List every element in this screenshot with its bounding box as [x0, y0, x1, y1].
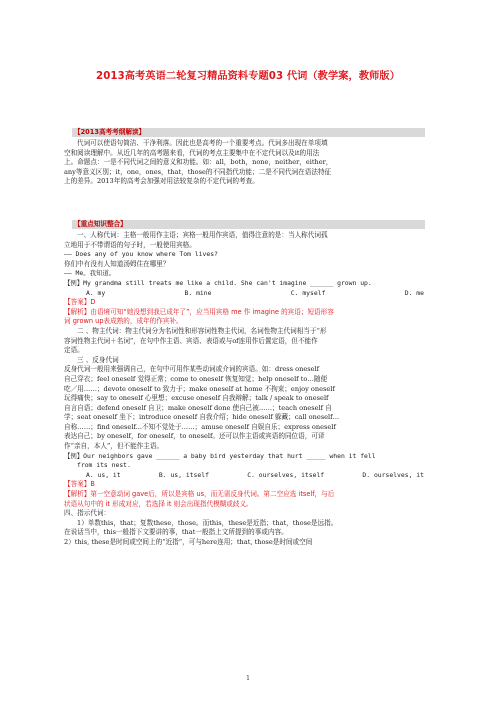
text-line: 代词可以使语句简洁、干净利落。因此也是高考的一个重要考点。代词多出现在单项填 — [77, 139, 328, 147]
text-line: 自言自语；defend oneself 自卫；make oneself done 使自己被……；teach oneself 自 — [64, 403, 332, 412]
option-a: A. us, it — [86, 470, 121, 479]
option-c: C. ourselves, itself — [247, 470, 325, 479]
example-question: 【例】My grandma still treats me like a child. She can't imagine ______ grown up. — [64, 278, 372, 287]
explanation-line: 【解析】由语境可知“她没想到我已成年了”，应当用宾格 me 作 imagine 的宾语；短语形容 — [64, 307, 334, 316]
text-line: 自称……；find oneself...不知不觉处于……；amuse oneself 自娱自乐；express oneself — [64, 422, 336, 431]
page-number: 1 — [246, 675, 250, 682]
example-question: 【例】Our neighbors gave ______ a baby bird yesterday that hurt _____ when it fell — [64, 451, 376, 460]
text-line: 作“亲自，本人”，但不能作主语。 — [64, 442, 164, 451]
answer-label: 【答案】B — [64, 480, 95, 489]
explanation-line: 状语从句中的 it 形成对应，若选择 it 则会出现指代模糊或歧义。 — [64, 499, 253, 508]
key-points-body — [64, 231, 428, 548]
text-line: 表达自己；by oneself，for oneself，to oneself。还可以作主语或宾语的同位语，可译 — [64, 432, 325, 441]
text-line: 立地用于不带谓语的句子时，一般使用宾格。 — [64, 240, 196, 249]
subheading: 四、指示代词： — [64, 509, 111, 518]
option-c: C. myself — [290, 288, 326, 297]
text-line: 二 、物主代词：物主代词分为名词性和形容词性物主代词，名词性物主代词相当于“形 — [77, 326, 327, 335]
explanation-line: 词 grown up表成熟的，成年的作宾补。 — [64, 317, 183, 326]
text-line: 学；seat oneself 坐下；introduce oneself 自我介绍；hide oneself 躲藏；call oneself… — [64, 413, 340, 422]
text-line: 2）this, these是时间或空间上的“近指”，可与here连用；that, those是时间或空间 — [64, 538, 313, 546]
text-line: 上。命题点：一是不同代词之间的意义和功能。如：all，both，none，neither，either， — [64, 158, 333, 167]
text-line: 你们中有没有人知道汤姆住在哪里？ — [64, 259, 170, 268]
example-options — [64, 471, 428, 481]
section-heading-key-points: 【重点知识整合】 — [72, 220, 425, 229]
text-line: 吃／用……；devote oneself to 致力于；make oneself at home 不拘束；enjoy oneself — [64, 384, 335, 393]
text-line: 1）单数this，that；复数these，those。而this，these是近指；that，those是远指。 — [77, 518, 338, 527]
answer-label: 【答案】D — [64, 298, 96, 307]
syllabus-paragraph — [64, 139, 428, 187]
option-b: B. us, itself — [158, 470, 209, 479]
dialogue-line: —— Me。我知道。 — [64, 269, 116, 278]
option-d: D. me — [404, 288, 424, 297]
option-a: A. my — [86, 288, 106, 297]
document-title: 2013高考英语二轮复习精品资料专题03 代词（教学案，教师版） — [96, 71, 400, 82]
text-line: 自己穿衣；feel oneself 觉得正常；come to oneself 恢复知觉；help oneself to…随便 — [64, 374, 328, 383]
text-line: 定语。 — [64, 346, 84, 355]
text-line: any等意义区别；it，one，ones，that，those的不同指代功能；二是不同代词在语法特征 — [64, 167, 332, 176]
example-question: from its nest. — [77, 461, 131, 470]
explanation-line: 【解析】第一空意动词 gave后，所以是宾格 us，而无需反身代词。第二空应选 itself，与后 — [64, 490, 335, 499]
dialogue-line: —— Does any of you know where Tom lives? — [64, 250, 218, 259]
text-line: 一、人称代词：主格一般用作主语；宾格一般用作宾语，值得注意的是：当人称代词孤 — [77, 231, 328, 239]
option-b: B. mine — [184, 288, 212, 297]
text-line: 上的差异。2013年的高考会加强对用法较复杂的不定代词的考查。 — [64, 177, 259, 186]
example-options — [64, 289, 428, 299]
subheading: 三 、反身代词 — [77, 355, 119, 364]
text-line: 空和阅读理解中。从近几年的高考题来看，代词的考点主要集中在不定代词以及it的用法 — [64, 148, 320, 157]
text-line: 容词性物主代词＋名词”，在句中作主语、宾语、表语或与of连用作后置定语，但不能作 — [64, 336, 318, 345]
section-heading-syllabus: 【2013高考考纲解读】 — [72, 128, 425, 137]
option-d: D. ourselves, it — [362, 470, 424, 479]
text-line: 玩得痛快；say to oneself 心里想；excuse oneself 自我辩解；talk / speak to oneself — [64, 394, 329, 403]
text-line: 反身代词一般用来强调自己，在句中可用作某些动词或介词的宾语。如：dress oneself — [64, 365, 320, 374]
text-line: 在说话当中，this一般指下文要讲的事，that一般指上文所提到的事或内容。 — [64, 528, 288, 537]
